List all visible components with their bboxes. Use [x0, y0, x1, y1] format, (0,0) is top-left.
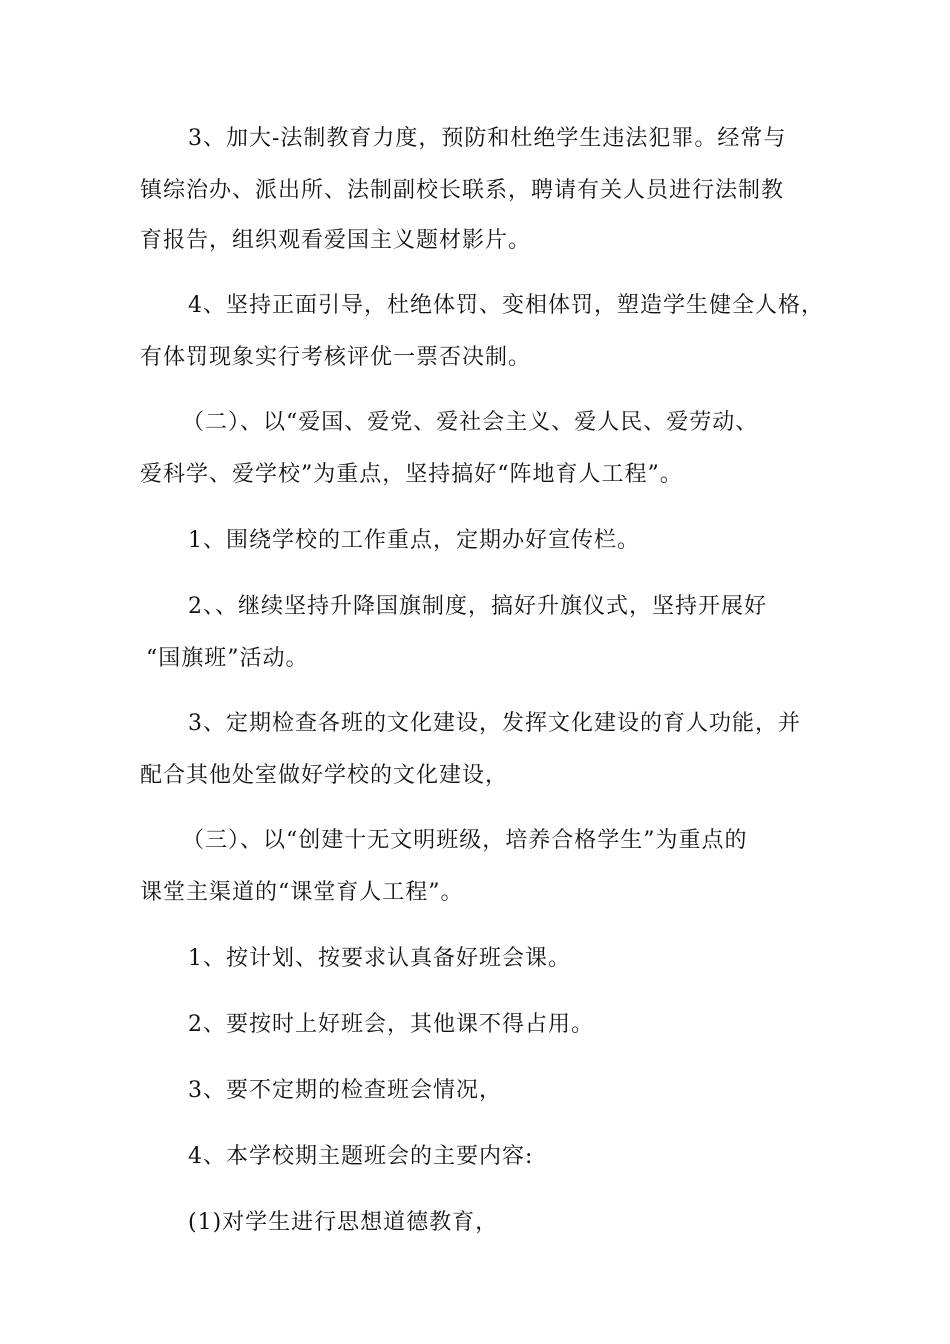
paragraph-line: 3、加大-法制教育力度，预防和杜绝学生违法犯罪。经常与 — [188, 126, 787, 151]
paragraph-line: 3、定期检查各班的文化建设，发挥文化建设的育人功能，并 — [188, 711, 801, 736]
paragraph-line: (1)对学生进行思想道德教育， — [188, 1210, 499, 1235]
paragraph-line: 2、、继续坚持升降国旗制度，搞好升旗仪式，坚持开展好 — [188, 594, 767, 619]
section-heading-line: （二）、以“爱国、爱党、爱社会主义、爱人民、爱劳动、 — [182, 410, 759, 435]
paragraph-line: 4、坚持正面引导，杜绝体罚、变相体罚，塑造学生健全人格， — [188, 293, 824, 318]
paragraph-line: 1、按计划、按要求认真备好班会课。 — [188, 946, 571, 971]
paragraph-line: 育报告，组织观看爱国主义题材影片。 — [140, 228, 532, 253]
paragraph-line: 1、围绕学校的工作重点，定期办好宣传栏。 — [188, 528, 640, 553]
paragraph-line: 4、本学校期主题班会的主要内容: — [188, 1144, 534, 1169]
paragraph-line: 配合其他处室做好学校的文化建设， — [140, 763, 509, 788]
section-heading-line: 课堂主渠道的“课堂育人工程”。 — [140, 880, 464, 905]
paragraph-line: 有体罚现象实行考核评优一票否决制。 — [140, 345, 532, 370]
section-heading-line: （三）、以“创建十无文明班级，培养合格学生”为重点的 — [182, 828, 748, 853]
section-heading-line: 爱科学、爱学校”为重点，坚持搞好“阵地育人工程”。 — [140, 462, 683, 487]
paragraph-line: 2、要按时上好班会，其他课不得占用。 — [188, 1012, 594, 1037]
paragraph-line: “国旗班”活动。 — [146, 646, 309, 671]
paragraph-line: 3、要不定期的检查班会情况， — [188, 1078, 502, 1103]
paragraph-line: 镇综治办、派出所、法制副校长联系，聘请有关人员进行法制教 — [140, 178, 785, 203]
